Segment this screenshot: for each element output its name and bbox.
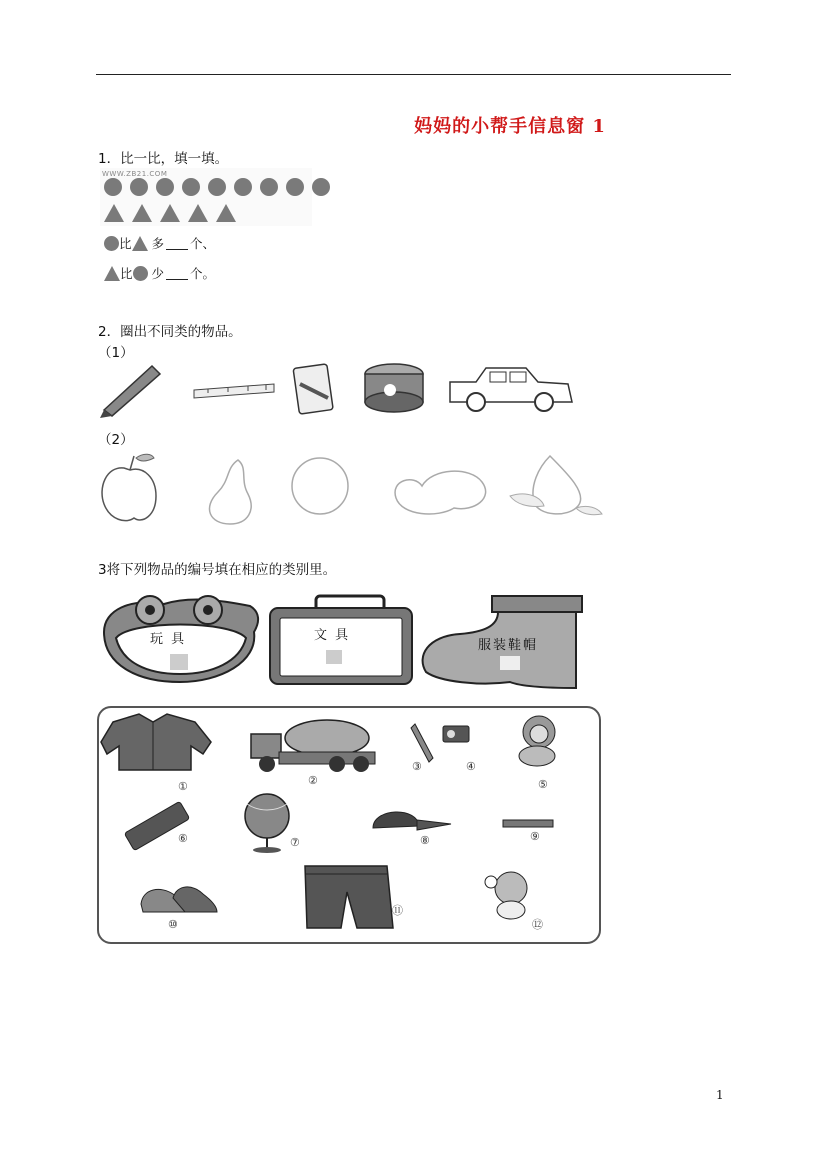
pencil-small-icon[interactable] (411, 724, 433, 762)
triangle-icon (132, 236, 148, 251)
cap-icon[interactable] (373, 812, 451, 830)
item-number-7: ⑦ (290, 836, 300, 849)
question-2-label: 2．圈出不同类的物品。 (98, 324, 242, 340)
triangle-shape (104, 204, 124, 222)
circle-shape (312, 178, 330, 196)
triangle-shape (160, 204, 180, 222)
shoes-icon[interactable] (141, 887, 217, 912)
coat-icon[interactable] (101, 714, 211, 770)
ruler-icon[interactable] (194, 384, 274, 398)
item-number-8: ⑧ (420, 834, 430, 847)
globe-icon[interactable] (245, 794, 289, 853)
circle-shape (104, 178, 122, 196)
watermark: WWW.ZB21.COM (102, 170, 168, 178)
circle-shape (286, 178, 304, 196)
circle-icon (104, 236, 119, 251)
item-number-12: ⑫ (532, 918, 543, 931)
compare-word: 比 (120, 266, 133, 281)
item-number-3: ③ (412, 760, 422, 773)
triangle-shape (132, 204, 152, 222)
question-1-label: 1．比一比，填一填。 (98, 151, 229, 167)
part-1-label: （1） (98, 345, 134, 361)
answer-blank-1[interactable] (166, 237, 188, 250)
question-3-label: 3将下列物品的编号填在相应的类别里。 (98, 562, 337, 578)
category-label-clothing: 服装鞋帽 (478, 638, 539, 653)
page-title: 妈妈的小帮手信息窗 1 (414, 116, 606, 137)
compare-word: 比 (119, 236, 132, 251)
circle-shape (130, 178, 148, 196)
peanut-icon[interactable] (395, 471, 486, 514)
eraser-icon[interactable] (293, 364, 333, 414)
shape-panel (100, 168, 312, 226)
circle-shape (208, 178, 226, 196)
lion-toy-icon[interactable] (519, 716, 555, 766)
fruit-row (98, 446, 608, 528)
compare-line-2 (104, 264, 215, 282)
cement-truck-icon[interactable] (251, 720, 375, 772)
category-label-stationery: 文 具 (314, 628, 351, 643)
item-number-2: ② (308, 774, 318, 787)
part-2-label: （2） (98, 432, 134, 448)
more-word: 多 (151, 236, 165, 251)
triangle-icon (104, 266, 120, 281)
items-art (99, 708, 597, 940)
category-label-toy: 玩 具 (150, 632, 187, 647)
answer-blank-2[interactable] (166, 267, 188, 280)
item-number-6: ⑥ (178, 832, 188, 845)
item-number-10: ⑩ (168, 918, 178, 931)
triangle-shape (216, 204, 236, 222)
unit-word: 个。 (190, 266, 216, 281)
pants-icon[interactable] (305, 866, 393, 928)
compare-line-1 (104, 234, 215, 252)
less-word: 少 (151, 266, 165, 281)
triangle-shape (188, 204, 208, 222)
chick-toy-icon[interactable] (485, 872, 527, 919)
orange-icon[interactable] (292, 458, 348, 514)
header-rule (96, 74, 731, 75)
unit-word: 个、 (190, 236, 216, 251)
page-number: 1 (716, 1088, 724, 1102)
circle-shape (260, 178, 278, 196)
circle-icon (133, 266, 148, 281)
circle-row (104, 178, 330, 196)
ruler-small-icon[interactable] (503, 820, 553, 827)
pencil-icon[interactable] (100, 366, 160, 418)
circle-shape (234, 178, 252, 196)
car-icon[interactable] (450, 368, 572, 411)
item-number-9: ⑨ (530, 830, 540, 843)
circle-shape (156, 178, 174, 196)
stationery-row (98, 358, 578, 420)
item-number-4: ④ (466, 760, 476, 773)
tape-icon[interactable] (365, 364, 423, 412)
apple-icon[interactable] (102, 454, 156, 520)
circle-shape (182, 178, 200, 196)
pear-icon[interactable] (209, 460, 251, 524)
sharpener-icon[interactable] (443, 726, 469, 742)
item-number-11: ⑪ (392, 904, 403, 917)
peach-icon[interactable] (510, 456, 602, 515)
item-number-5: ⑤ (538, 778, 548, 791)
triangle-row (104, 204, 236, 222)
item-number-1: ① (178, 780, 188, 793)
